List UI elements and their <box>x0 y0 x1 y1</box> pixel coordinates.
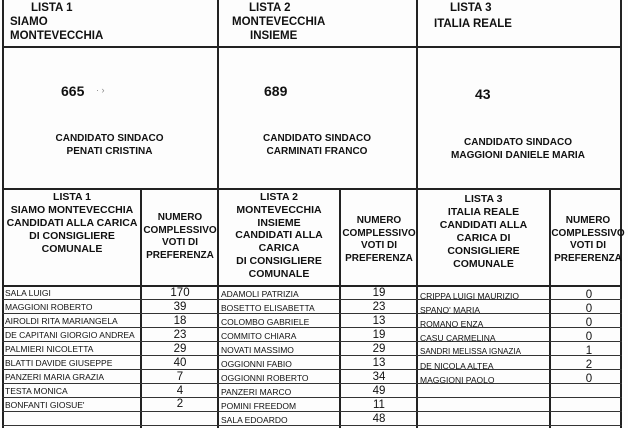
list2-title-line1: LISTA 2 <box>249 2 291 14</box>
header-line: COMUNALE <box>248 267 310 280</box>
header-line: DI CONSIGLIERE <box>29 230 115 242</box>
list1-councillor-votes: 170 <box>170 287 190 299</box>
list3-councillor-votes: 0 <box>585 289 593 301</box>
list1-councillor-votes: 7 <box>176 371 184 383</box>
header-line: CANDIDATI ALLA <box>439 219 528 231</box>
list3-councillor-votes: 0 <box>585 303 593 315</box>
header-line: PREFERENZA <box>345 252 413 264</box>
list2-candidate-name: CARMINATI FRANCO <box>266 146 368 157</box>
list3-councillor-votes: 0 <box>585 373 593 385</box>
list3-title-line2: ITALIA REALE <box>434 18 512 30</box>
list1-title-line3: MONTEVECCHIA <box>10 30 104 42</box>
header-line: CONSIGLIERE <box>447 245 520 257</box>
list3-councillor-name: DE NICOLA ALTEA <box>420 361 494 371</box>
list1-total-votes: 665 <box>61 83 85 99</box>
list2-title-line3: INSIEME <box>250 30 298 42</box>
list3-pref-header <box>550 215 626 265</box>
row-line <box>2 299 622 300</box>
row-line <box>2 383 622 384</box>
list3-councillor-votes: 2 <box>585 359 593 371</box>
row-line <box>2 369 622 370</box>
list1-title-line2: SIAMO <box>10 16 48 28</box>
list3-candidate-name: MAGGIONI DANIELE MARIA <box>451 150 585 161</box>
header-line: CARICA DI <box>456 232 511 244</box>
list3-councillor-name: SANDRI MELISSA IGNAZIA <box>420 347 521 356</box>
list2-councillor-name: OGGIONNI FABIO <box>221 359 292 369</box>
header-line: LISTA 1 <box>53 191 91 203</box>
header-line: LISTA 3 <box>464 193 503 205</box>
list2-councillor-votes: 49 <box>372 385 386 397</box>
header-line: CANDIDATI ALLA CARICA <box>6 217 138 229</box>
header-line: INSIEME <box>257 216 301 229</box>
list2-councillor-votes: 19 <box>372 287 386 299</box>
border-section-bottom <box>2 188 622 190</box>
list3-councillor-name: CRIPPA LUIGI MAURIZIO <box>420 291 520 301</box>
list2-title-line2: MONTEVECCHIA <box>232 16 326 28</box>
list2-councillor-votes: 11 <box>373 399 385 411</box>
list1-candidate-label: CANDIDATO SINDACO <box>55 133 164 144</box>
list3-candidate-label: CANDIDATO SINDACO <box>464 137 572 148</box>
header-line: COMUNALE <box>453 258 514 270</box>
pen-mark: · › <box>96 85 105 95</box>
list2-councillor-name: ADAMOLI PATRIZIA <box>221 289 299 299</box>
list1-councillor-name: DE CAPITANI GIORGIO ANDREA <box>5 330 135 340</box>
list3-councillor-votes: 1 <box>585 345 593 357</box>
list2-councillor-name: BOSETTO ELISABETTA <box>221 303 315 313</box>
row-line <box>2 327 622 328</box>
header-line: VOTI DI <box>569 240 607 251</box>
list1-councillor-votes: 29 <box>173 343 187 355</box>
list2-candidate-label: CANDIDATO SINDACO <box>263 133 371 144</box>
header-line: COMPLESSIVO <box>551 227 625 239</box>
header-line: PREFERENZA <box>554 252 622 264</box>
list3-councillor-name: MAGGIONI PAOLO <box>420 375 495 385</box>
header-line: NUMERO <box>565 215 611 226</box>
list2-councillor-votes: 13 <box>372 357 386 369</box>
header-line: ITALIA REALE <box>447 206 520 218</box>
list2-councillor-name: COMMITO CHIARA <box>221 331 297 341</box>
list1-candidate-name: PENATI CRISTINA <box>66 146 153 157</box>
list3-total-votes: 43 <box>475 86 491 102</box>
list3-councillor-votes: 0 <box>585 331 593 343</box>
header-line: LISTA 2 <box>260 191 298 203</box>
header-line: COMUNALE <box>41 243 103 255</box>
list3-councillor-votes: 0 <box>585 317 593 329</box>
list1-councillor-name: MAGGIONI ROBERTO <box>5 302 93 312</box>
header-line: CARICA <box>258 242 300 255</box>
list1-councillor-votes: 2 <box>176 398 184 410</box>
list3-councillor-name: ROMANO ENZA <box>420 319 484 329</box>
list1-councillor-name: AIROLDI RITA MARIANGELA <box>5 316 118 326</box>
list2-councillor-name: SALA EDOARDO <box>221 415 288 425</box>
list1-council-header <box>4 191 140 256</box>
list3-council-header <box>418 193 549 271</box>
list1-councillor-name: PALMIERI NICOLETTA <box>5 344 94 354</box>
row-line <box>2 425 622 426</box>
list2-councillor-votes: 34 <box>372 371 386 383</box>
row-line <box>2 411 622 412</box>
list1-councillor-name: BONFANTI GIOSUE' <box>5 400 85 410</box>
list1-councillor-votes: 40 <box>173 357 187 369</box>
header-line: NUMERO <box>157 212 203 223</box>
header-line: VOTI DI <box>161 237 199 248</box>
list1-councillor-votes: 39 <box>173 301 187 313</box>
list2-councillor-name: PANZERI MARCO <box>221 387 292 397</box>
list2-councillor-votes: 13 <box>372 315 386 327</box>
header-line: DI CONSIGLIERE <box>236 254 322 267</box>
border-header-bottom <box>2 285 622 287</box>
list2-councillor-votes: 48 <box>372 413 386 425</box>
list2-pref-header <box>341 215 417 265</box>
list1-councillor-name: SALA LUIGI <box>5 288 51 298</box>
list1-councillor-name: TESTA MONICA <box>5 386 68 396</box>
list2-councillor-name: POMINI FREEDOM <box>221 401 297 411</box>
list2-councillor-votes: 23 <box>372 301 386 313</box>
header-line: COMPLESSIVO <box>342 227 416 239</box>
list1-councillor-votes: 23 <box>173 329 187 341</box>
header-line: CANDIDATI ALLA <box>235 229 323 242</box>
header-line: COMPLESSIVO <box>143 224 217 236</box>
row-line <box>2 341 622 342</box>
list2-councillor-name: NOVATI MASSIMO <box>221 345 294 355</box>
header-line: PREFERENZA <box>146 249 214 261</box>
list2-councillor-name: OGGIONNI ROBERTO <box>221 373 309 383</box>
list2-council-header <box>219 191 339 281</box>
header-line: NUMERO <box>356 215 402 226</box>
list1-councillor-votes: 18 <box>173 315 187 327</box>
list1-pref-header <box>142 212 218 262</box>
header-line: VOTI DI <box>360 240 398 251</box>
header-line: SIAMO MONTEVECCHIA <box>10 204 134 216</box>
list2-councillor-votes: 29 <box>372 343 386 355</box>
border-title-bottom <box>2 46 622 48</box>
list3-councillor-name: SPANO' MARIA <box>420 305 481 315</box>
row-line <box>2 397 622 398</box>
header-line: MONTEVECCHIA <box>236 203 322 216</box>
list2-councillor-votes: 19 <box>372 329 386 341</box>
list1-title-line1: LISTA 1 <box>31 2 73 14</box>
list1-councillor-name: PANZERI MARIA GRAZIA <box>5 372 105 382</box>
list2-total-votes: 689 <box>264 83 288 99</box>
list1-councillor-name: BLATTI DAVIDE GIUSEPPE <box>5 358 113 368</box>
list1-councillor-votes: 4 <box>176 385 184 397</box>
list3-councillor-name: CASU CARMELINA <box>420 333 496 343</box>
row-line <box>2 355 622 356</box>
list2-councillor-name: COLOMBO GABRIELE <box>221 317 310 327</box>
list3-title-line1: LISTA 3 <box>450 2 492 14</box>
